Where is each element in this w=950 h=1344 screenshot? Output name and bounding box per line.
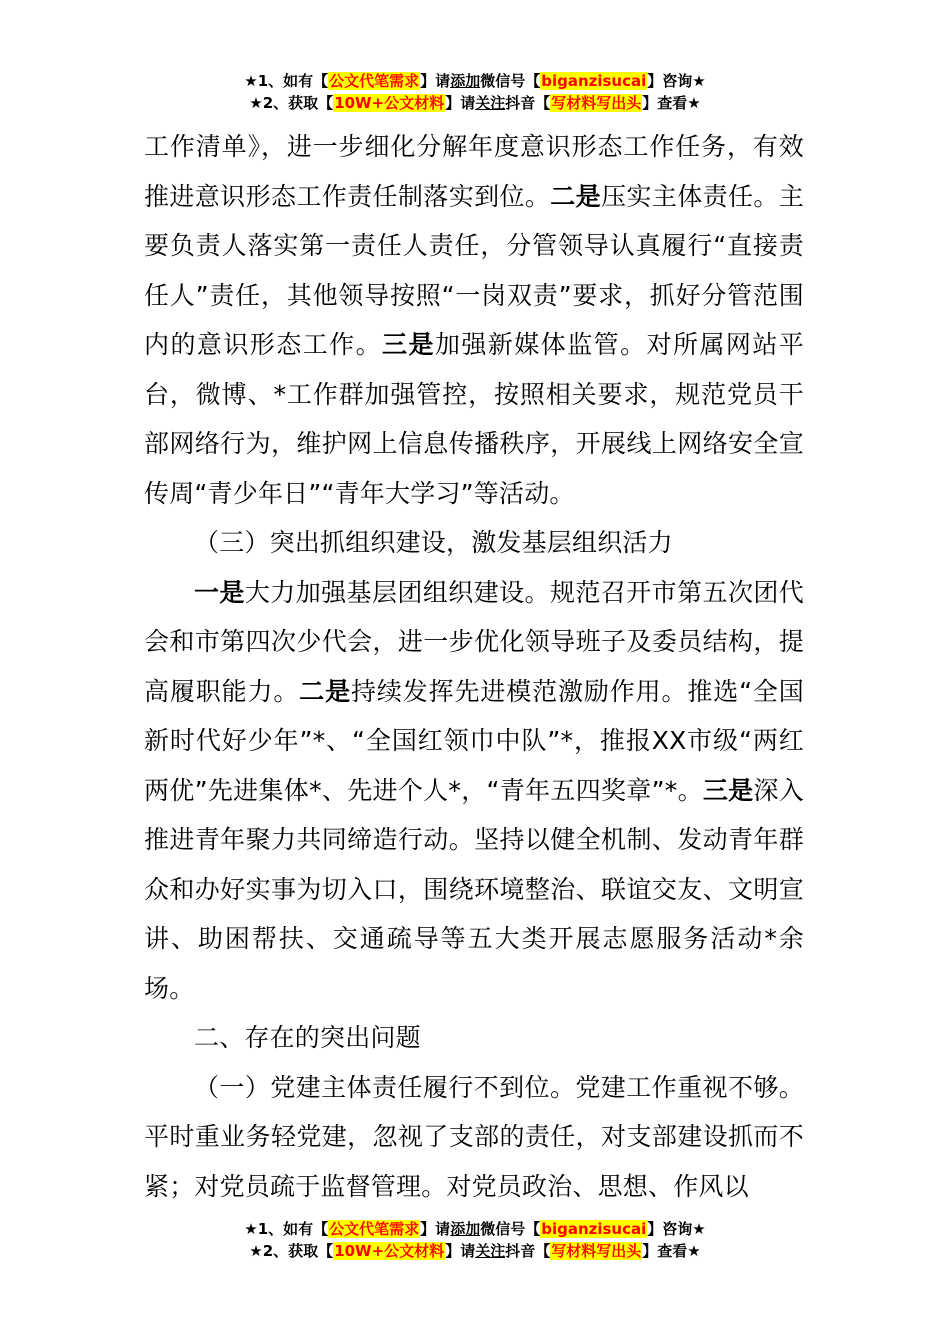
banner-highlight: biganzisucai [541, 1220, 647, 1238]
banner-underline: 关注 [475, 1242, 506, 1260]
banner-line-1 [0, 70, 950, 92]
paragraph-text: 工作清单》，进一步细化分解年度意识形态工作任务，有效推进意识形态工作责任制落实到位。 [144, 132, 804, 211]
bold-lead: 二是 [550, 181, 602, 211]
banner-text: 】请 [445, 1242, 476, 1260]
banner-highlight: 10W+公文材料 [334, 1242, 445, 1260]
section-heading-2: 二、存在的突出问题 [194, 1023, 421, 1052]
banner-text: ★2、获取【 [249, 1242, 334, 1260]
banner-highlight: 公文代笔需求 [329, 1220, 420, 1238]
top-banner [0, 70, 950, 114]
banner-underline: 添加 [450, 72, 481, 90]
banner-text: 】请 [445, 94, 476, 112]
banner-line-2 [0, 92, 950, 114]
banner-text: ★2、获取【 [249, 94, 334, 112]
section-heading-3: （三）突出抓组织建设，激发基层组织活力 [194, 528, 673, 557]
bold-lead: 三是 [382, 330, 435, 359]
banner-underline: 关注 [475, 94, 506, 112]
banner-highlight: 10W+公文材料 [334, 94, 445, 112]
banner-text: ★1、如有【 [244, 1220, 329, 1238]
banner-text: 微信号【 [480, 72, 541, 90]
document-body [144, 122, 804, 1211]
bold-lead: 一是 [194, 577, 245, 607]
banner-line-1 [0, 1218, 950, 1240]
paragraph-text: 压实主体责任。主要负责人落实第一责任人责任，分管领导认真履行“直接责任人”责任，其他领导按照“一岗双责”要求，抓好分管范围内的意识形态工作。 [144, 181, 805, 359]
banner-text: 微信号【 [480, 1220, 541, 1238]
paragraph-3 [144, 568, 804, 1014]
paragraph-5: （一）党建主体责任履行不到位。党建工作重视不够。平时重业务轻党建，忽视了支部的责任，对支部建设抓而不紧；对党员疏于监督管理。对党员政治、思想、作风以 [144, 1072, 804, 1201]
paragraph-text: 持续发挥先进模范激励作用。推选“全国新时代好少年”*、“全国红领巾中队”*，推报XX市级“两红两优”先进集体*、先进个人*，“青年五四奖章”*。 [144, 676, 804, 805]
banner-text: 】请 [420, 72, 451, 90]
banner-text: 抖音【 [505, 1242, 551, 1260]
paragraph-text: 大力加强基层团组织建设。规范召开市第五次团代会和市第四次少代会，进一步优化领导班子及委员结构，提高履职能力。 [144, 577, 804, 706]
bottom-banner [0, 1218, 950, 1262]
banner-text: 】咨询★ [647, 1220, 706, 1238]
banner-text: 】咨询★ [647, 72, 706, 90]
banner-text: ★1、如有【 [244, 72, 329, 90]
paragraph-text: 加强新媒体监管。对所属网站平台，微博、*工作群加强管控，按照相关要求，规范党员干部网络行为，维护网上信息传播秩序，开展线上网络安全宣传周“青少年日”“青年大学习”等活动。 [144, 330, 804, 508]
banner-text: 】请 [420, 1220, 451, 1238]
banner-line-2 [0, 1240, 950, 1262]
banner-highlight: biganzisucai [541, 72, 647, 90]
banner-text: 】查看★ [642, 1242, 701, 1260]
bold-lead: 三是 [702, 775, 754, 805]
banner-highlight: 公文代笔需求 [329, 72, 420, 90]
bold-lead: 二是 [299, 676, 351, 706]
banner-highlight: 写材料写出头 [551, 94, 642, 112]
banner-text: 抖音【 [505, 94, 551, 112]
banner-underline: 添加 [450, 1220, 481, 1238]
banner-highlight: 写材料写出头 [551, 1242, 642, 1260]
paragraph-1 [144, 122, 804, 518]
banner-text: 】查看★ [642, 94, 701, 112]
paragraph-text: 深入推进青年聚力共同缔造行动。坚持以健全机制、发动青年群众和办好实事为切入口，围绕环境整治、联谊交友、文明宣讲、助困帮扶、交通疏导等五大类开展志愿服务活动*余场。 [144, 775, 805, 1003]
